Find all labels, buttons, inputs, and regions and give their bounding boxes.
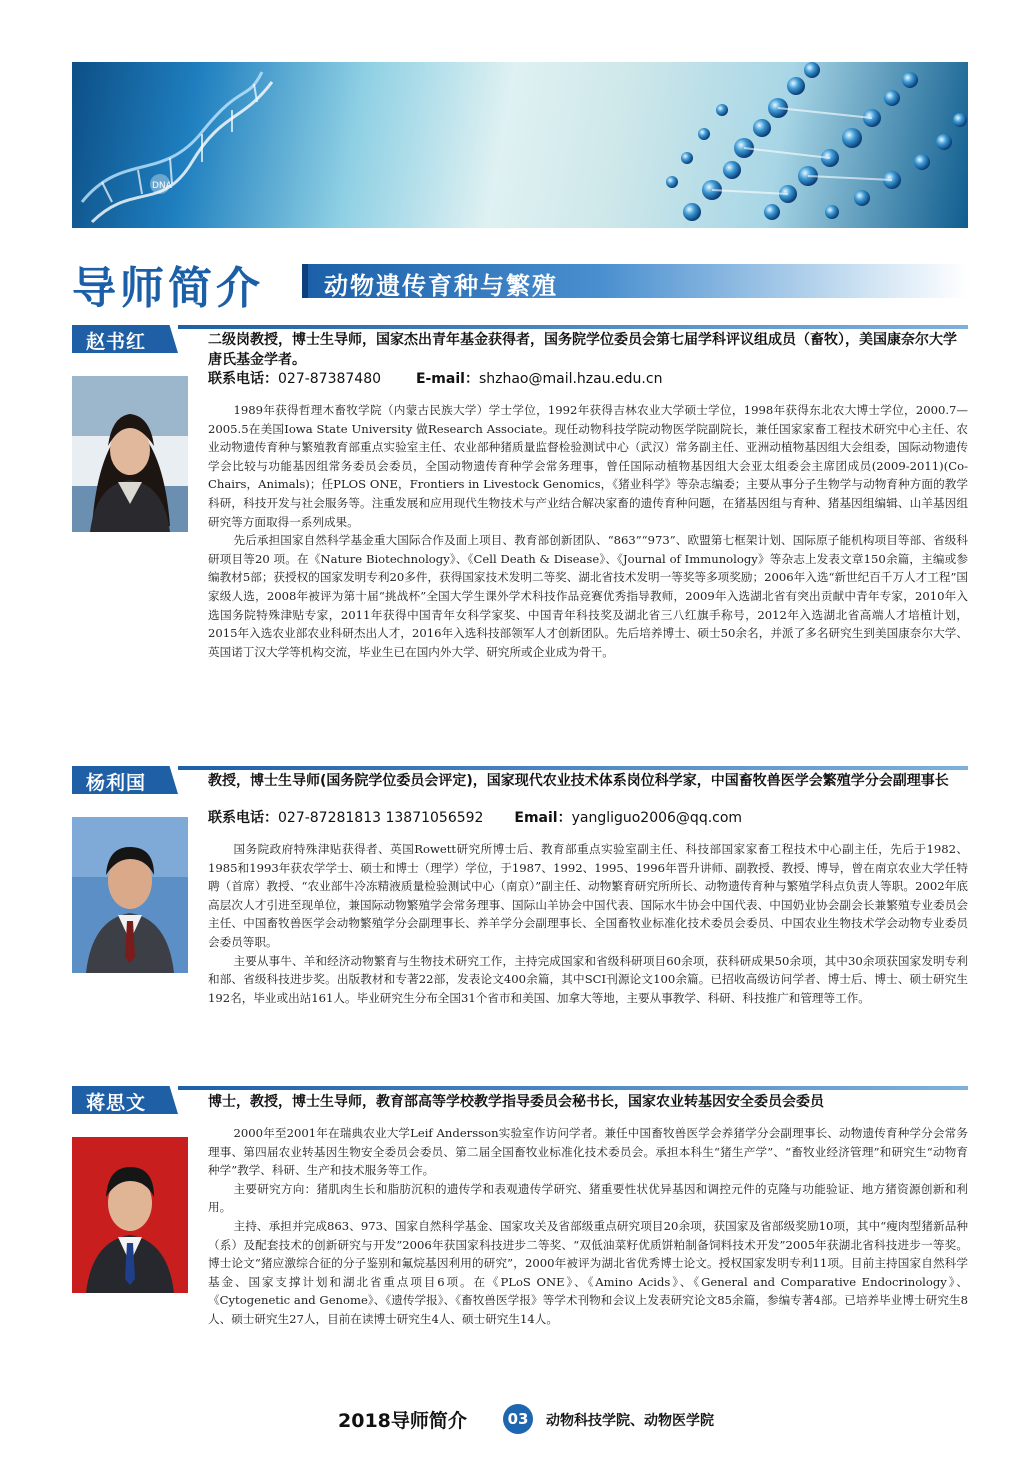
page-footer — [0, 1402, 1024, 1442]
page-number: 03 — [503, 1404, 533, 1434]
header-banner — [72, 62, 968, 228]
profile-name: 蒋思文 — [86, 1092, 147, 1114]
contact-line — [208, 369, 968, 389]
profile-photo — [72, 376, 188, 532]
banner-dna-label: DNA — [152, 181, 172, 191]
profile-bio — [208, 401, 968, 661]
phone-label: 联系电话： — [208, 810, 278, 826]
name-divider — [178, 1086, 968, 1090]
email-label: Email： — [514, 810, 572, 826]
bio-paragraph: 1989年获得哲理木畜牧学院（内蒙古民族大学）学士学位，1992年获得吉林农业大学硕士学位，1998年获得东北农大博士学位，2000.7—2005.5在美国Iowa State University 做Research Associate。现任动物科技学院动物医学院副院长，兼任国家家畜工程技术研究中心主任、农业动物遗传育种与繁殖教育部重点实验室主任、农业部种猪质量监督检验测试中心（武汉）常务副主任、亚洲动植物基因组大会组委，国际动物遗传学会比较与功能基因组常务委员会委员，全国动物遗传育种学会常务理事，曾任国际动植物基因组大会亚太组委会主席团成员(2009-2011)(Co-Chairs，Animals)；任PLOS ONE，Frontiers in Livestock Genomics，《猪业科学》等杂志编委；主要从事分子生物学与动物育种方面的教学科研，科技开发与社会服务等。注重发展和应用现代生物技术与产业结合解决家畜的遗传育种问题，在猪基因组与育种、猪基因组编辑、山羊基因组研究等方面取得一系列成果。 — [208, 403, 968, 529]
footer-department: 动物科技学院、动物医学院 — [546, 1413, 714, 1429]
email-address: shzhao@mail.hzau.edu.cn — [478, 371, 663, 387]
profile-name: 杨利国 — [86, 772, 147, 794]
subtitle-bar — [302, 264, 968, 298]
profile-name: 赵书红 — [86, 331, 147, 353]
profile-bio — [208, 1124, 968, 1329]
page-title: 导师简介 — [72, 263, 264, 314]
phone-number: 027-87387480 — [278, 371, 382, 387]
bio-paragraph: 主要从事牛、羊和经济动物繁育与生物技术研究工作，主持完成国家和省级科研项目60余项，获科研成果50余项，其中30余项获国家发明专利和部、省级科技进步奖。出版教材和专著22部，发表论文400余篇，其中SCI刊源论文100余篇。已招收高级访问学者、博士后、博士、硕士研究生192名，毕业或出站161人。毕业研究生分布全国31个省市和美国、加拿大等地，主要从事教学、科研、科技推广和管理等工作。 — [208, 953, 968, 1005]
phone-number: 027-87281813 13871056592 — [278, 810, 484, 826]
subtitle-bar-accent — [302, 264, 308, 298]
name-divider — [178, 766, 968, 770]
profile-headline: 博士，教授，博士生导师，教育部高等学校教学指导委员会秘书长，国家农业转基因安全委员会委员 — [208, 1094, 824, 1110]
phone-label: 联系电话： — [208, 371, 278, 387]
name-divider — [178, 325, 968, 329]
bio-paragraph: 2000年至2001年在瑞典农业大学Leif Andersson实验室作访问学者。兼任中国畜牧兽医学会养猪学分会副理事长、动物遗传育种学分会常务理事、第四届农业转基因生物安全委员会委员、第二届全国畜牧业标准化技术委员会。承担本科生“猪生产学”、“畜牧业经济管理”和研究生“动物育种学”教学、科研、生产和技术服务等工作。 — [208, 1126, 968, 1178]
profile-headline: 二级岗教授，博士生导师，国家杰出青年基金获得者，国务院学位委员会第七届学科评议组成员（畜牧），美国康奈尔大学唐氏基金学者。 — [208, 332, 957, 368]
profile-photo — [72, 817, 188, 973]
dna-helix-illustration — [72, 62, 968, 228]
discipline-subtitle: 动物遗传育种与繁殖 — [324, 272, 558, 300]
contact-line — [208, 808, 968, 828]
bio-paragraph: 主持、承担并完成863、973、国家自然科学基金、国家攻关及省部级重点研究项目20余项，获国家及省部级奖励10项，其中“瘦肉型猪新品种（系）及配套技术的创新研究与开发”2006年获国家科技进步二等奖、“双低油菜籽优质饼粕制备饲料技术开发”2005年获湖北省科技进步一等奖。博士论文“猪应激综合征的分子鉴别和氟烷基因利用的研究”，2000年被评为湖北省优秀博士论文。授权国家发明专利11项。目前主持国家自然科学基金、国家支撑计划和湖北省重点项目6项。在《PLoS ONE》、《Amino Acids》、《General and Comparative Endocrinology》、《Cytogenetic and Genome》、《遗传学报》、《畜牧兽医学报》等学术刊物和会议上发表研究论文85余篇，参编专著4部。已培养毕业博士研究生8人、硕士研究生27人，目前在读博士研究生4人、硕士研究生14人。 — [208, 1218, 968, 1326]
footer-title: 2018导师简介 — [338, 1410, 467, 1432]
bio-paragraph: 主要研究方向：猪肌肉生长和脂肪沉积的遗传学和表观遗传学研究、猪重要性状优异基因和调控元件的克隆与功能验证、地方猪资源创新和利用。 — [208, 1181, 968, 1215]
bio-paragraph: 国务院政府特殊津贴获得者、英国Rowett研究所博士后、教育部重点实验室副主任、科技部国家家畜工程技术中心副主任，先后于1982、1985和1993年获农学学士、硕士和博士（理学）学位，于1987、1992、1995、1996年晋升讲师、副教授、教授、博导，曾在南京农业大学任特聘（首席）教授、“农业部牛冷冻精液质量检验测试中心（南京）”副主任、动物繁育研究所所长、动物遗传育种与繁殖学科点负责人等职。2002年底高层次人才引进至现单位，兼国际动物繁殖学会常务理事、国际山羊协会中国代表、国际水牛协会中国代表、中国奶业协会副会长兼繁殖专业委员会主任、中国畜牧兽医学会动物繁殖学分会副理事长、养羊学分会副理事长、全国畜牧业标准化技术委员会委员、中国农业生物技术学会动物专业委员会委员等职。 — [208, 842, 968, 949]
bio-paragraph: 先后承担国家自然科学基金重大国际合作及面上项目、教育部创新团队、“863”“973”、欧盟第七框架计划、国际原子能机构项目等部、省级科研项目等20 项。在《Nature Biotechnology》、《Cell Death & Disease》、《Journal of Immunology》等杂志上发表文章150余篇，主编或参编教材5部；获授权的国家发明专利20多件，获得国家技术发明二等奖、湖北省技术发明一等奖等多项奖励；2006年入选“新世纪百千万人才工程”国家级人选，2008年被评为第十届“挑战杯”全国大学生课外学术科技作品竞赛优秀指导教师，2009年入选湖北省有突出贡献中青年专家，2010年入选国务院特殊津贴专家，2011年获得中国青年女科学家奖、中国青年科技奖及湖北省三八红旗手称号，2012年入选湖北省高端人才培植计划，2015年入选农业部农业科研杰出人才，2016年入选科技部领军人才创新团队。先后培养博士、硕士50余名，并派了多名研究生到美国康奈尔大学、英国诺丁汉大学等机构交流，毕业生已在国内外大学、研究所或企业成为骨干。 — [208, 533, 968, 659]
profile-headline: 教授，博士生导师(国务院学位委员会评定)，国家现代农业技术体系岗位科学家，中国畜牧兽医学会繁殖学分会副理事长 — [208, 773, 949, 789]
title-row — [72, 254, 968, 314]
email-address: yangliguo2006@qq.com — [571, 810, 743, 826]
profile-section — [72, 1086, 968, 1396]
profile-section — [72, 766, 968, 1056]
profile-photo — [72, 1137, 188, 1293]
email-label: E-mail： — [415, 371, 479, 387]
profile-section — [72, 325, 968, 725]
profile-bio — [208, 840, 968, 1007]
